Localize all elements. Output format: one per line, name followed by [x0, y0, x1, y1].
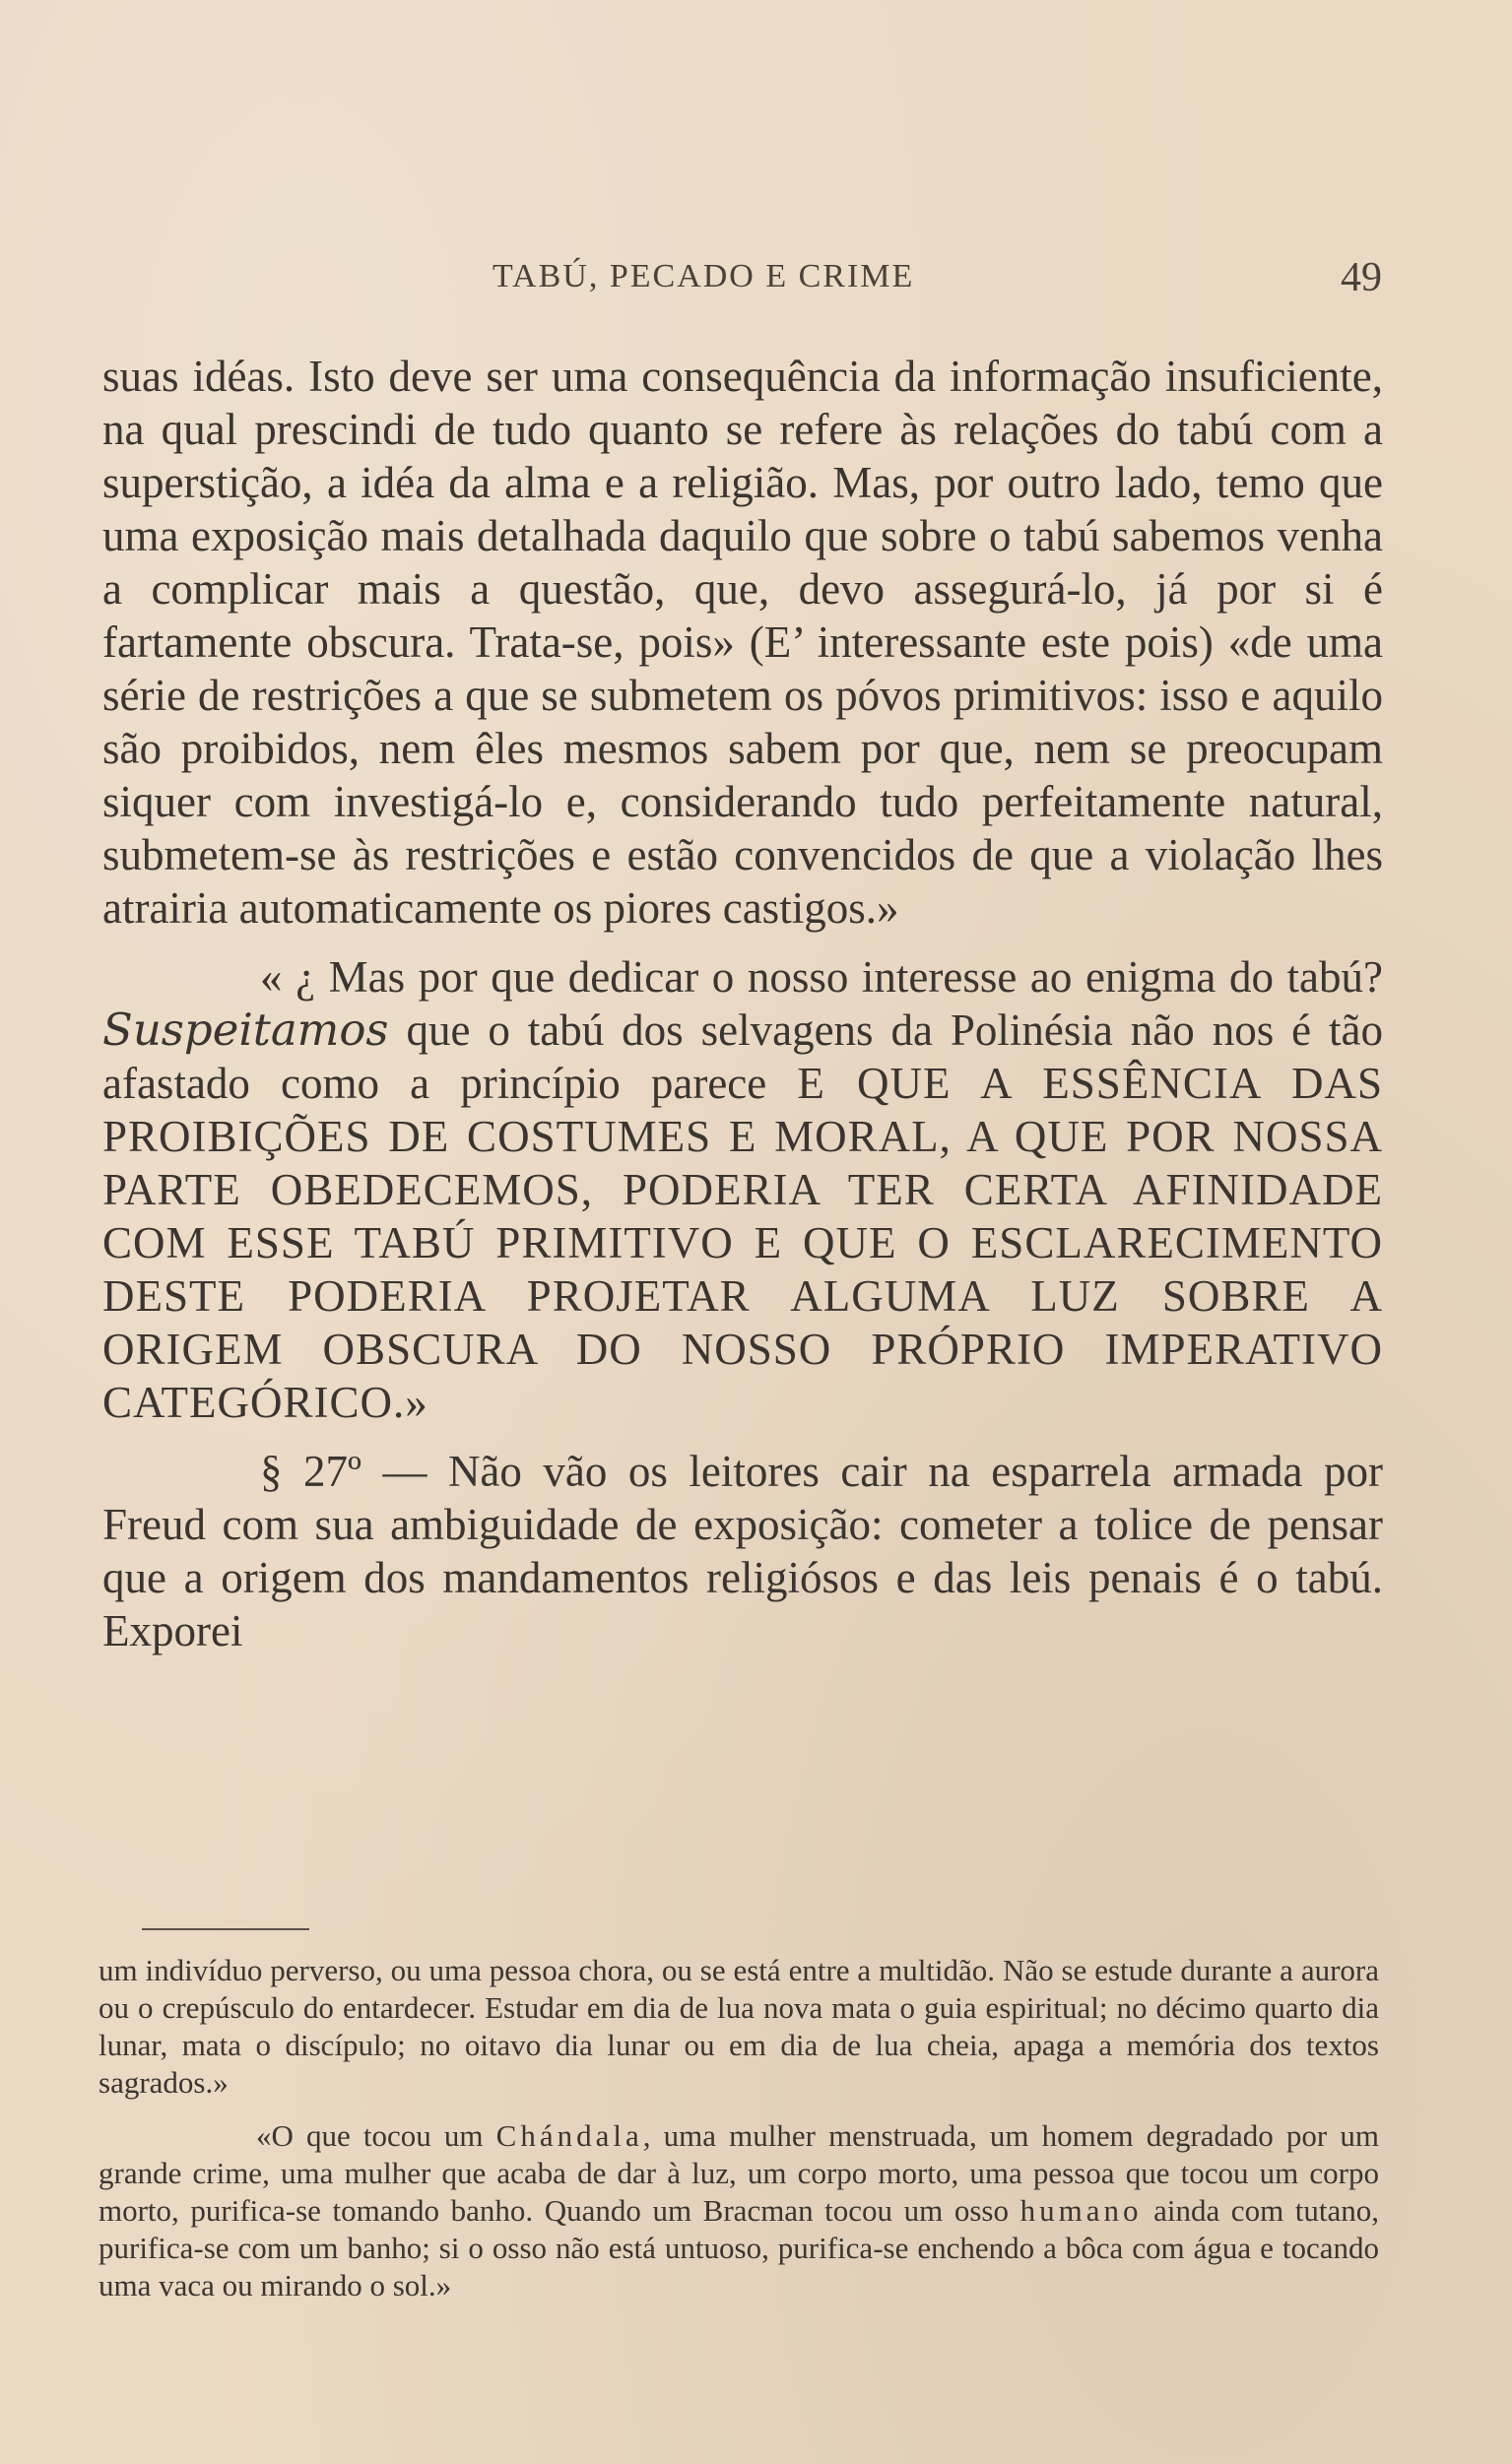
paragraph-1: suas idéas. Isto deve ser uma consequência da informação insuficiente, na qual prescindi de tudo quanto se refere às relações do tabú com a superstição, a idéa da alma e a religião. Mas, por outro lado, temo que uma exposição mais detalhada daquilo que sobre o tabú sabemos venha a complicar mais a questão, que, devo assegurá-lo, já por si é fartamente obscura. Trata-se, pois» (E’ interessante este pois) «de uma série de restrições a que se submetem os póvos primitivos: isso e aquilo são proibidos, nem êles mesmos sabem por que, nem se preocupam siquer com investigá-lo e, considerando tudo perfeitamente natural, submetem-se às restrições e estão convencidos de que a violação lhes atrairia automaticamente os piores castigos.» — [102, 352, 1383, 933]
running-title: TABÚ, PECADO E CRIME — [493, 258, 915, 294]
footnote-2 — [99, 2117, 1379, 2304]
page-number: 49 — [1341, 255, 1382, 300]
footnote-2-mid: , uma mulher menstruada, um homem degradado por um grande crime, uma mulher que acaba de dar à luz, um corpo morto, uma pessoa que tocou um corpo morto, purifica-se tomando banho. Quando um Bracman tocou um osso — [99, 2118, 1379, 2228]
paragraph-2 — [102, 950, 1383, 1429]
paragraph-2-mid: que o tabú dos selvagens da Polinésia não nos é tão afastado como a princípio parece — [102, 1005, 1384, 1108]
main-text — [102, 350, 1383, 1673]
paragraph-2-capitals: E QUE A ESSÊNCIA DAS PROIBIÇÕES DE COSTUMES E MORAL, A QUE POR NOSSA PARTE OBEDECEMOS, PODERIA TER CERTA AFINIDADE COM ESSE TABÚ PRIMITIVO E QUE O ESCLARECIMENTO DESTE PODERIA PROJETAR ALGUMA LUZ SOBRE A ORIGEM OBSCURA DO NOSSO PRÓPRIO IMPERATIVO CATEGÓRICO.» — [102, 1059, 1383, 1427]
footnote-2-term-2: humano — [1019, 2193, 1143, 2228]
paragraph-3: § 27º — Não vão os leitores cair na esparrela armada por Freud com sua ambiguidade de exposição: cometer a tolice de pensar que a origem dos mandamentos religiósos e das leis penais é o tabú. Exporei — [102, 1447, 1383, 1655]
footnotes — [99, 1952, 1379, 2320]
paragraph-2-start: « ¿ Mas por que dedicar o nosso interesse ao enigma do tabú? — [260, 952, 1383, 1002]
footnote-1: um indivíduo perverso, ou uma pessoa chora, ou se está entre a multidão. Não se estude durante a aurora ou o crepúsculo do entardecer. Estudar em dia de lua nova mata o guia espiritual; no décimo quarto dia lunar, mata o discípulo; no oitavo dia lunar ou em dia de lua cheia, apaga a memória dos textos sagrados.» — [99, 1953, 1379, 2100]
footnote-divider — [142, 1928, 309, 1930]
footnote-2-end: ainda com tutano, purifica-se com um banho; si o osso não está untuoso, purifica-se enchendo a bôca com água e tocando uma vaca ou mirando o sol.» — [99, 2193, 1380, 2302]
handwritten-correction: Suspeitamos — [102, 1004, 389, 1056]
footnote-2-start: «O que tocou um — [256, 2118, 484, 2153]
footnote-2-term: Chándala — [495, 2118, 643, 2153]
